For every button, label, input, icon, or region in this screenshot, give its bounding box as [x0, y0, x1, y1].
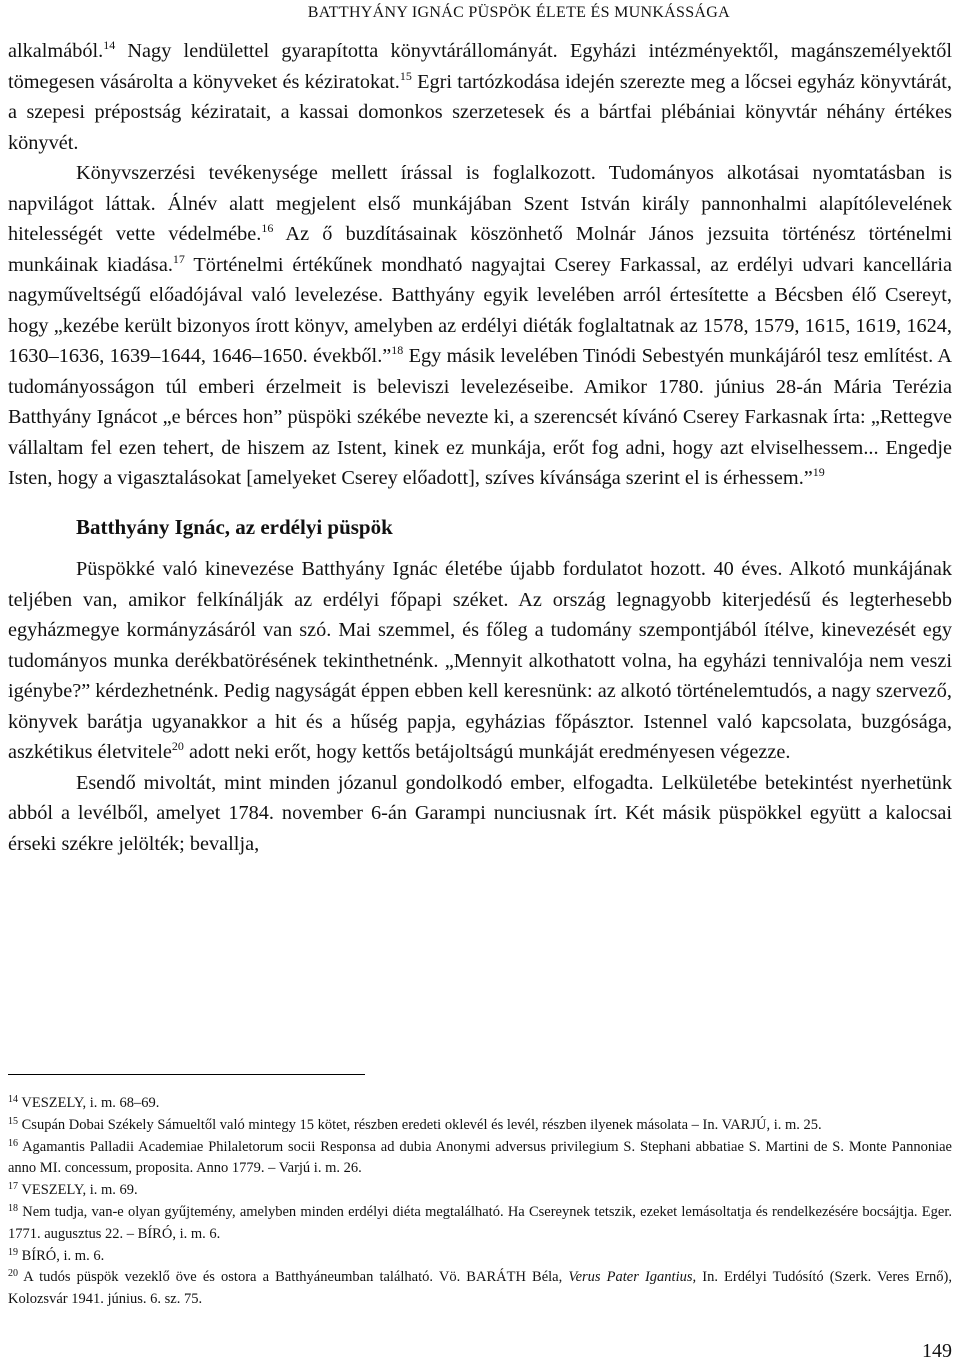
page-number: 149 [922, 1340, 952, 1362]
footnote-17: $^{17}$ VESZELY, i. m. 69. [8, 1181, 138, 1199]
paragraph-2: Könyvszerzési tevékenysége mellett írással is foglalkozott. Tudományos alkotásai nyomtatásban is napvilágot láttak. Álnév alatt megjelent első munkájában Szent István király pannonhalmi alapítólevelének hitelességét vette védelmébe.$^{16}$ Az ő buzdításainak köszönhető Molnár János jezsuita történész történelmi munkáinak kiadása.$^{17}$ Történelmi értékűnek mondható nagyajtai Cserey Farkassal, az erdélyi udvari kancellária nagyműveltségű előadójával való levelezése. Batthyány egyik levelében arról értesítette a Bécsben élő Csereyt, hogy „kezébe került bizonyos írott könyv, amelyben az erdélyi diéták foglaltatnak az 1578, 1579, 1615, 1619, 1624, 1630–1636, 1639–1644, 1646–1650. évekből.”$^{18}$ Egy másik levelében Tinódi Sebestyén munkájáról tesz említést. A tudományosságon túl emberi érzelmeit is beleviszi levelezéseibe. Amikor 1780. június 28-án Mária Terézia Batthyány Ignácot „e bérces hon” püspöki székébe nevezte ki, a szerencsét kívánó Cserey Farkasnak írta: „Rettegve vállaltam fel ezen tehert, de hiszem az Istent, kinek ez munkája, erőt fog adni, hogy azt elviselhessem... Engedje Isten, hogy a vigasztalásokat [amelyeket Cserey előadott], szíves kívánsága szerint el is érhessem.”$^{19}$ [8, 162, 952, 489]
footnote-18: $^{18}$ Nem tudja, van-e olyan gyűjtemény, amelyben minden erdélyi diéta megtalálható. Ha Csereynek tetszik, ezeket lemásoltatja és rendelkezésére bocsájtja. Eger. 1771. augusztus 22. – BÍRÓ, i. m. 6. [8, 1202, 952, 1242]
footnote-ref-19[interactable]: 19 [812, 465, 825, 479]
main-text [8, 36, 952, 859]
footnote-ref-20[interactable]: 20 [171, 739, 184, 753]
running-header: BATTHYÁNY IGNÁC PÜSPÖK ÉLETE ÉS MUNKÁSSÁGA [307, 4, 730, 21]
footnote-ref-15[interactable]: 15 [399, 68, 412, 83]
footnote-divider [8, 1074, 365, 1075]
footnote-ref-17[interactable]: 17 [172, 251, 185, 266]
footnote-14: $^{14}$ VESZELY, i. m. 68–69. [8, 1094, 160, 1111]
paragraph-1: alkalmából.$^{14}$ Nagy lendülettel gyarapította könyvtárállományát. Egyházi intézményektől, magánszemélyektől tömegesen vásárolta a könyveket és kéziratokat.$^{15}$ Egri tartózkodása idején szerezte meg a lőcsei egyház könyvtárát, a szepesi prépostság kéziratait, a kassai domonkos szerzetesek és a bártfai plébániai könyvtár néhány értékes könyvét. [8, 38, 952, 154]
footnote-20: $^{20}$ A tudós püspök vezeklő öve és ostora a Batthyáneumban található. Vö. BARÁTH Béla, Verus Pater Igantius, In. Erdélyi Tudósító (Szerk. Veres Ernő), Kolozsvár 1941. június. 6. sz. 75. [8, 1268, 952, 1308]
footnotes [8, 1093, 952, 1311]
footnote-ref-16[interactable]: 16 [261, 221, 274, 235]
italic-title: Verus Pater Igantius, [568, 1269, 697, 1286]
footnote-ref-14[interactable]: 14 [103, 38, 116, 52]
footnote-ref-18[interactable]: 18 [391, 343, 404, 357]
section-heading: Batthyány Ignác, az erdélyi püspök [76, 514, 393, 539]
paragraph-4: Esendő mivoltát, mint minden józanul gondolkodó ember, elfogadta. Lelkületébe betekintést nyerhetünk abból a levélből, amelyet 1784. november 6-án Garampi nunciusnak írt. Két másik püspökkel együtt a kalocsai érseki székre jelölték; bevallja, [8, 771, 952, 855]
footnote-15: $^{15}$ Csupán Dobai Székely Sámueltől való mintegy 15 kötet, részben eredeti oklevél és levél, részben ilyenek másolata – In. VARJÚ, i. m. 25. [8, 1115, 822, 1133]
paragraph-3: Püspökké való kinevezése Batthyány Ignác életébe újabb fordulatot hozott. 40 éves. Alkotó munkájának teljében van, amikor felkínálják az erdélyi főpapi széket. Az ország legnagyobb kiterjedésű és legterhesebb egyházmegye kormányzásáról van szó. Mai szemmel, és főleg a tudomány szempontjából ítélve, kinevezését egy tudományos munka derékbatörésének tekinthetnénk. „Mennyit alkothatott volna, ha egyházi tennivalója nem veszi igénybe?” kérdezhetnénk. Pedig nagyságát éppen ebben kell keresnünk: az alkotó történelemtudós, a nagy szervező, könyvek barátja ugyanakkor a hit és a hűség papja, egyházias főpásztor. Istennel való kapcsolata, buzgósága, aszkétikus életvitele$^{20}$ adott neki erőt, hogy kettős betájoltságú munkáját eredményesen végezze. [8, 558, 952, 763]
footnote-19: $^{19}$ BÍRÓ, i. m. 6. [8, 1246, 105, 1264]
footnote-16: $^{16}$ Agamantis Palladii Academiae Philaletorum socii Responsa ad dubia Anonymi adversus privilegium S. Stephani abbatiae S. Martini de S. Monte Pannoniae anno MI. concessum, proposita. Anno 1779. – Varjú i. m. 26. [8, 1137, 952, 1177]
